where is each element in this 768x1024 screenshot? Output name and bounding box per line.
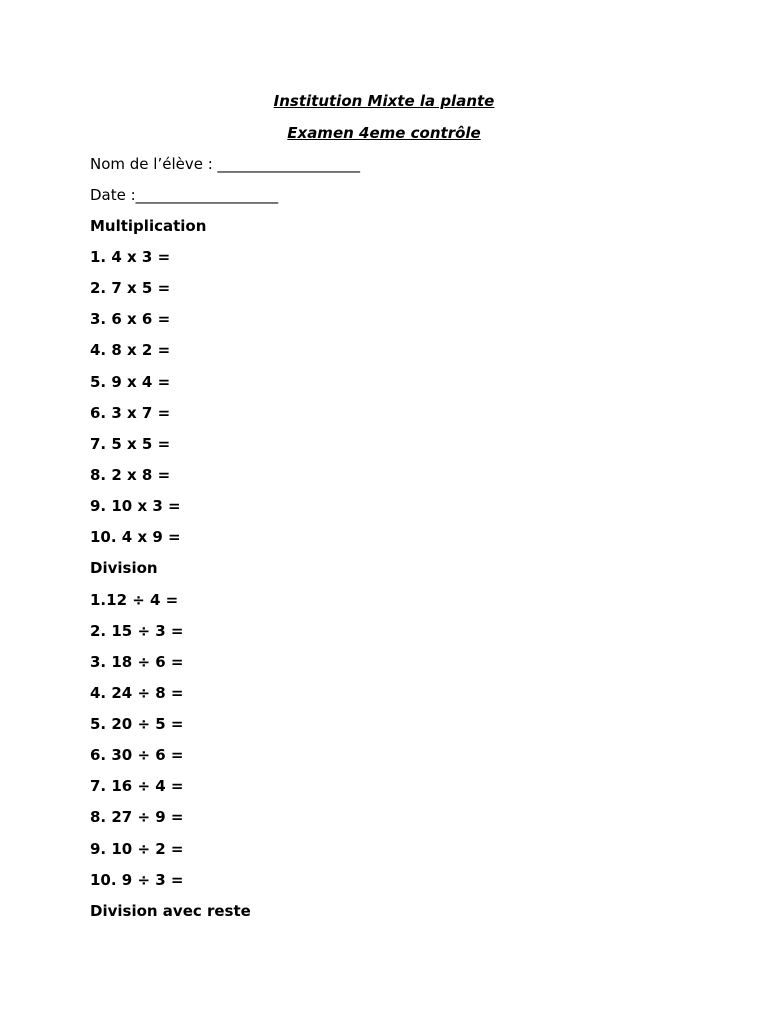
division-item: 9. 10 ÷ 2 =	[90, 840, 184, 858]
multiplication-item: 7. 5 x 5 =	[90, 435, 171, 453]
division-item: 8. 27 ÷ 9 =	[90, 808, 184, 826]
division-item: 7. 16 ÷ 4 =	[90, 777, 184, 795]
multiplication-item: 3. 6 x 6 =	[90, 310, 171, 328]
division-heading: Division	[90, 559, 158, 577]
division-item: 6. 30 ÷ 6 =	[90, 746, 184, 764]
multiplication-item: 8. 2 x 8 =	[90, 466, 171, 484]
multiplication-item: 2. 7 x 5 =	[90, 279, 171, 297]
date-field: Date :___________________	[90, 186, 279, 204]
multiplication-item: 5. 9 x 4 =	[90, 373, 171, 391]
student-name-field: Nom de l’élève : ___________________	[90, 155, 361, 173]
multiplication-item: 9. 10 x 3 =	[90, 497, 181, 515]
multiplication-item: 1. 4 x 3 =	[90, 248, 171, 266]
division-item: 1.12 ÷ 4 =	[90, 591, 179, 609]
division-remainder-heading: Division avec reste	[90, 902, 251, 920]
division-item: 5. 20 ÷ 5 =	[90, 715, 184, 733]
exam-title: Examen 4eme contrôle	[287, 124, 481, 142]
multiplication-item: 4. 8 x 2 =	[90, 341, 171, 359]
multiplication-item: 10. 4 x 9 =	[90, 528, 181, 546]
division-item: 2. 15 ÷ 3 =	[90, 622, 184, 640]
division-item: 4. 24 ÷ 8 =	[90, 684, 184, 702]
institution-title: Institution Mixte la plante	[273, 92, 495, 110]
multiplication-item: 6. 3 x 7 =	[90, 404, 171, 422]
multiplication-heading: Multiplication	[90, 217, 207, 235]
division-item: 10. 9 ÷ 3 =	[90, 871, 184, 889]
division-item: 3. 18 ÷ 6 =	[90, 653, 184, 671]
